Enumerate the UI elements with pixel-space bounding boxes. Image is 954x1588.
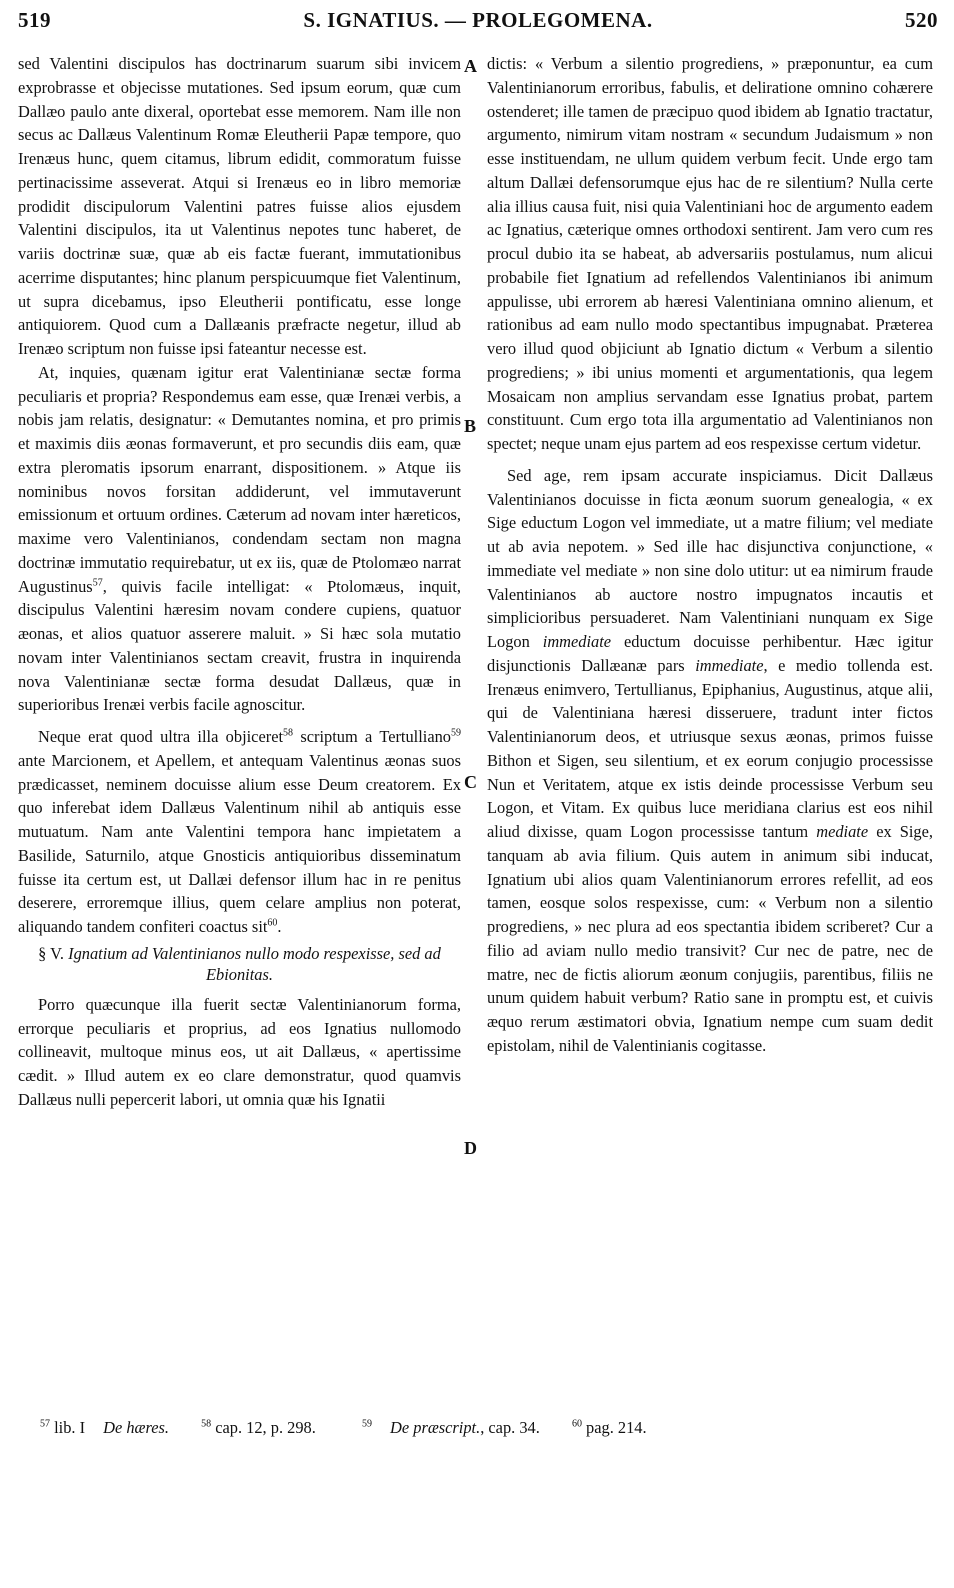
paragraph: dictis: « Verbum a silentio progrediens, » præponuntur, ea cum Valentinianorum erroribus, fabulis, et deliratione omnino cohærere ostenderet; ille tamen de præcipuo quod ibidem ab Ignatio tractatur, argumento, nimirum vitam nostram « secundum Judaismum » non esse instituendam, ne ullum quidem verbum fecit. Unde ergo tam altum Dallæi defensorumque ejus hac de re silentium? Nulla certe alia illius causa fuit, nisi quia Valentiniani hoc de argumento eadem ac Ignatius, cæterique omnes orthodoxi sentirent. Jam vero cum res procul dubio ita se habeat, ab adversariis postulamus, num alicui probabile fiet Ignatium ad refellendos Valentinianos ibi animum appulisse, ubi errorem ab hæresi Valentiniana omnino alienum, et rationibus ad eam nullo modo spectantibus impugnabat. Præterea vero illud quod objiciunt ab Ignatio dictum « Verbum a silentio progrediens; » ibi unius momenti et argumentationis, qua legem Mosaicam non amplius servandam esse Ignatius probat, partem constituunt. Cum ergo tota illa argumentatio ad Valentinianos non spectet; neque unam ejus partem ad eos respexisse certum videtur.: [487, 54, 933, 453]
margin-marker-d: D: [464, 1138, 477, 1158]
page-number-left: 519: [18, 8, 51, 32]
paragraph: sed Valentini discipulos has doctrinarum suarum sibi invicem exprobrasse et objecisse mutationes. Sed ipsum eorum, quæ cum Dallæo paulo ante dixeral, oportebat esse memorem. Nam ille non secus ac Dallæus Valentinum Romæ Eleutherii Papæ tempore, quo Irenæus hunc, quem citamus, librum edidit, commoratum fuisse pertinacissime asseverat. Atqui si Irenæus eo in libro memoriæ prodidit discipulorum Valentini patres fuisse alios ejusdem Valentini discipulos, ita ut Valentinus nepotes tunc haberet, de variis doctrinæ suæ, quæ ab eis factæ fuerant, immutationibus acerrime disputantes; hinc planum perspicuumque fiet Valentinum, ut supra dicebamus, ipso Eleutherii pontificatu, esse longe antiquiorem. Quod cum a Dallæanis præfracte negetur, illud ab Irenæo scriptum non fuisse ipsi fateantur necesse est.: [18, 54, 461, 358]
right-column: [487, 52, 933, 1058]
footnote: $^{59}$ De præscript., cap. 34.: [361, 1418, 540, 1437]
left-column: [18, 52, 461, 1112]
footnote-ref: 59: [451, 727, 462, 739]
margin-marker-c: C: [464, 772, 477, 792]
footnote: $^{60}$ pag. 214.: [571, 1418, 647, 1437]
footnote-ref: 57: [92, 577, 103, 589]
footnote: $^{58}$ cap. 12, p. 298.: [201, 1418, 316, 1437]
paragraph: Porro quæcunque illa fuerit sectæ Valentinianorum forma, errorque peculiaris et proprius, ad eos Ignatius nullomodo collineavit, multoque minus eos, ut ait Dallæus, « apertissime cædit. » Illud autem ex eo clare demonstratur, quod quamvis Dallæus nulli pepercerit labori, ut omnia quæ his Ignatii: [18, 994, 461, 1109]
margin-marker-b: B: [464, 416, 477, 436]
running-title: S. IGNATIUS. — PROLEGOMENA.: [303, 8, 653, 32]
footnote: $^{57}$ lib. I De hæres.: [40, 1418, 170, 1437]
footnotes: [40, 1418, 689, 1438]
section-heading: § V. Ignatium ad Valentinianos nullo modo respexisse, sed ad Ebionitas.: [38, 943, 441, 984]
paragraph: At, inquies, quænam igitur erat Valentinianæ sectæ forma peculiaris et propria? Respondemus eam esse, quæ Irenæi verbis, a nobis jam relatis, designatur: « Demutantes nomina, et pro primis et maximis diis æonas formaverunt, et pro secundis diis eam, quæ extra pleromatis ipsorum enarrant, dispositionem. » Atque iis nominibus novos forsitan addiderunt, vel immutaverunt emissionum et ortuum ordines. Cæterum ad novam inter hæreticos, maxime vero Valentinianos, condendam sectam non magna doctrinæ immutatio requirebatur, ut ex iis, quæ de Ptolomæo narrat Augustinus$^{57}$, quivis facile intelligat: « Ptolomæus, inquit, discipulus Valentini hæresim novam condere cupiens, quatuor æonas, et alios quatuor asserere maluit. » Si hæc sola mutatio novam inter Valentinianos sectam creavit, frustra in inquirenda nova Valentinianæ sectæ forma desudat Dallæus, quæ in superioribus Irenæi verbis facile agnoscitur.: [18, 362, 461, 715]
paragraph: Neque erat quod ultra illa objiceret$^{58}$ scriptum a Tertulliano$^{59}$ ante Marcionem, et Apellem, et antequam Valentinus æonas suos prædicasset, neminem docuisse alium esse Deum creatorem. Ex quo inferebat idem Dallæus Valentinum nihil ab antiquis esse mutuatum. Nam ante Valentini tempora hanc impietatem a Basilide, Saturnilo, atque Gnosticis antiquioribus disseminatum fuisse ita certum est, ut Dallæi defensor illum hac in re penitus deserere, erroremque illius, quem celare amplius non poterat, aliquando tandem confiteri coactus sit$^{60}$.: [18, 727, 462, 936]
page-number-right: 520: [905, 8, 938, 32]
paragraph: Sed age, rem ipsam accurate inspiciamus. Dicit Dallæus Valentinianos docuisse in ficta æonum suorum genealogia, « ex Sige eductum Logon vel immediate, ut a matre filium; vel mediate ut ab avia nepotem. » Sed ille hac disjunctiva conjunctione, « immediate vel mediate » non sine dolo utitur: ut ea nimirum fraude Valentinianos ab auctore nostro impugnatos incautis et simplicioribus persuaderet. Nam Valentiniani nunquam ex Sige Logon immediate eductum docuisse perhibentur. Hæc igitur disjunctionis Dallæanæ pars immediate, e medio tollenda est. Irenæus enimvero, Tertullianus, Epiphanius, Augustinus, atque alii, qui de Valentiniana hæresi disseruere, tradunt inter fictos Valentinianorum deos, et utriusque sexus æonas, primos fuisse Bithon et Sigen, seu silentium, et ex eorum conjugio processisse Nun et Veritatem, atque ex istis deinde processisse Verbum seu Logon, et Vitam. Ex quibus luce meridiana clarius est eos nihil aliud dixisse, quam Logon processisse tantum mediate ex Sige, tanquam ab avia filium. Quis autem in animum sibi inducat, Ignatium ubi alios quam Valentinianorum errores refellit, ad eos tamen, eosque solos respexisse, cum: « Verbum non a silentio progrediens, » nec plura ad eos spectantia ibidem scriberet? Cur a filio ad aviam nullo medio transivit? Cur nec de patre, nec de matre, nec de fictis aliorum æonum conjugiis, parentibus, filiis ne unum quidem habuit verbum? Ratio sane in promptu est, et cuivis æquo rerum æstimatori obvia, Ignatium nempe cum suam dedit epistolam, nihil de Valentinianis cogitasse.: [487, 465, 934, 1055]
footnote-ref: 60: [267, 917, 278, 929]
footnote-ref: 58: [283, 727, 294, 739]
running-header: [18, 8, 938, 42]
margin-marker-a: A: [464, 56, 477, 76]
